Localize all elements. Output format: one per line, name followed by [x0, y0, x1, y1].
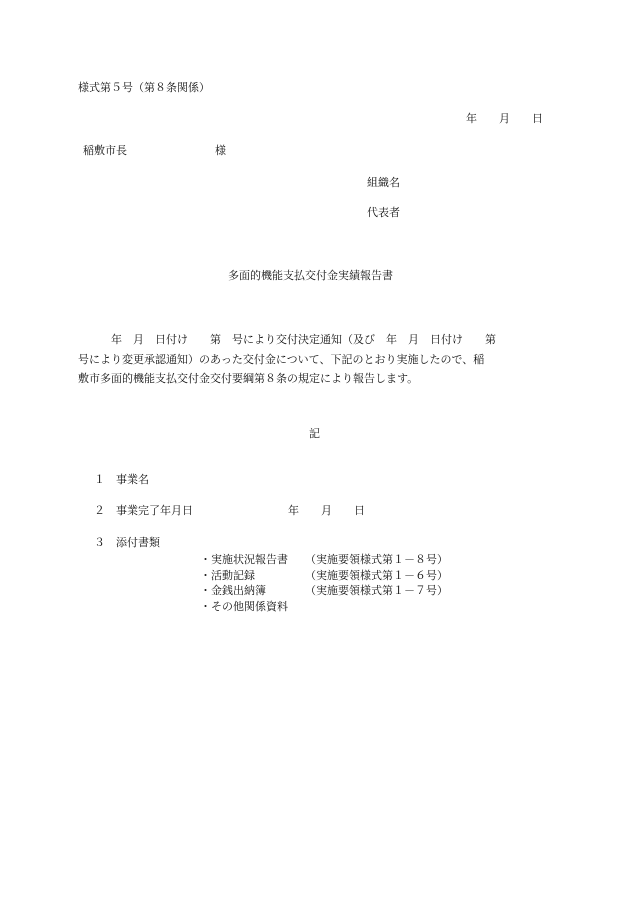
addressee: 稲敷市長 様 [83, 144, 226, 157]
report-date: 年 月 日 [466, 112, 543, 125]
attachment-ref: （実施要領様式第１－７号） [305, 584, 448, 597]
attachment-item [200, 552, 448, 568]
attachment-name: ・実施状況報告書 [200, 553, 288, 566]
project-name-label: 事業名 [116, 473, 149, 486]
attachment-item [200, 599, 448, 615]
form-number: 様式第５号（第８条関係） [78, 81, 210, 94]
item-number: １ [94, 473, 105, 486]
body-line: 敷市多面的機能支払交付金交付要綱第８条の規定により報告します。 [78, 372, 419, 385]
attachments-label: 添付書類 [116, 536, 160, 549]
attachment-name: ・活動記録 [200, 568, 255, 582]
body-line: 年 月 日付け 第 号により交付決定通知（及び 年 月 日付け 第 [78, 333, 496, 346]
attachment-ref: （実施要領様式第１－８号） [305, 553, 448, 566]
report-body [78, 330, 556, 389]
attachment-name: ・その他関係資料 [200, 599, 288, 613]
attachment-name: ・金銭出納簿 [200, 584, 266, 597]
representative-label: 代表者 [367, 206, 400, 219]
attachment-item [200, 583, 448, 599]
body-line: 号により変更承認通知）のあった交付金について、下記のとおり実施したので、稲 [78, 352, 485, 366]
item-number: ２ [94, 504, 105, 517]
attachment-ref: （実施要領様式第１－６号） [305, 568, 448, 582]
attachment-list [200, 552, 448, 614]
attachment-item [200, 568, 448, 584]
completion-date-value: 年 月 日 [288, 504, 365, 517]
completion-date-label: 事業完了年月日 [116, 504, 193, 517]
organization-label: 組織名 [367, 176, 400, 189]
ki-heading: 記 [309, 427, 320, 440]
document-title: 多面的機能支払交付金実績報告書 [228, 269, 393, 282]
item-number: ３ [94, 536, 105, 549]
